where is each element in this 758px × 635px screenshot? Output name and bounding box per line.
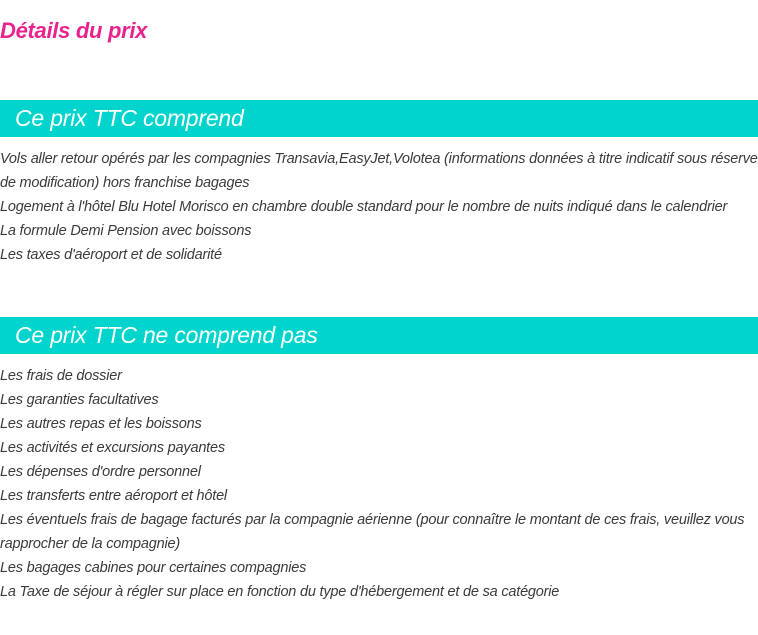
- excluded-item: Les activités et excursions payantes: [0, 440, 225, 456]
- excluded-item: La Taxe de séjour à régler sur place en fonction du type d'hébergement et de sa catégorie: [0, 584, 560, 600]
- excluded-item: Les garanties facultatives: [0, 392, 159, 408]
- excluded-item: Les transferts entre aéroport et hôtel: [0, 488, 227, 504]
- included-items-list: [0, 147, 758, 267]
- included-section-header: [0, 100, 758, 137]
- excluded-section-heading: Ce prix TTC ne comprend pas: [15, 322, 318, 348]
- excluded-item: Les bagages cabines pour certaines compagnies: [0, 560, 307, 576]
- excluded-item: Les autres repas et les boissons: [0, 416, 202, 432]
- excluded-item: Les dépenses d'ordre personnel: [0, 464, 201, 480]
- included-item: Vols aller retour opérés par les compagnies Transavia,EasyJet,Volotea (informations données à titre indicatif sous réserve de modification) hors franchise bagages: [0, 151, 758, 191]
- included-item: La formule Demi Pension avec boissons: [0, 223, 252, 239]
- excluded-section-header: [0, 317, 758, 354]
- excluded-item: Les frais de dossier: [0, 368, 122, 384]
- excluded-item: Les éventuels frais de bagage facturés par la compagnie aérienne (pour connaître le montant de ces frais, veuillez vous rapprocher de la compagnie): [0, 512, 745, 552]
- included-item: Les taxes d'aéroport et de solidarité: [0, 247, 222, 263]
- excluded-items-list: [0, 364, 758, 604]
- included-section-heading: Ce prix TTC comprend: [15, 105, 244, 131]
- page-title: Détails du prix: [0, 18, 148, 43]
- included-item: Logement à l'hôtel Blu Hotel Morisco en chambre double standard pour le nombre de nuits indiqué dans le calendrier: [0, 199, 728, 215]
